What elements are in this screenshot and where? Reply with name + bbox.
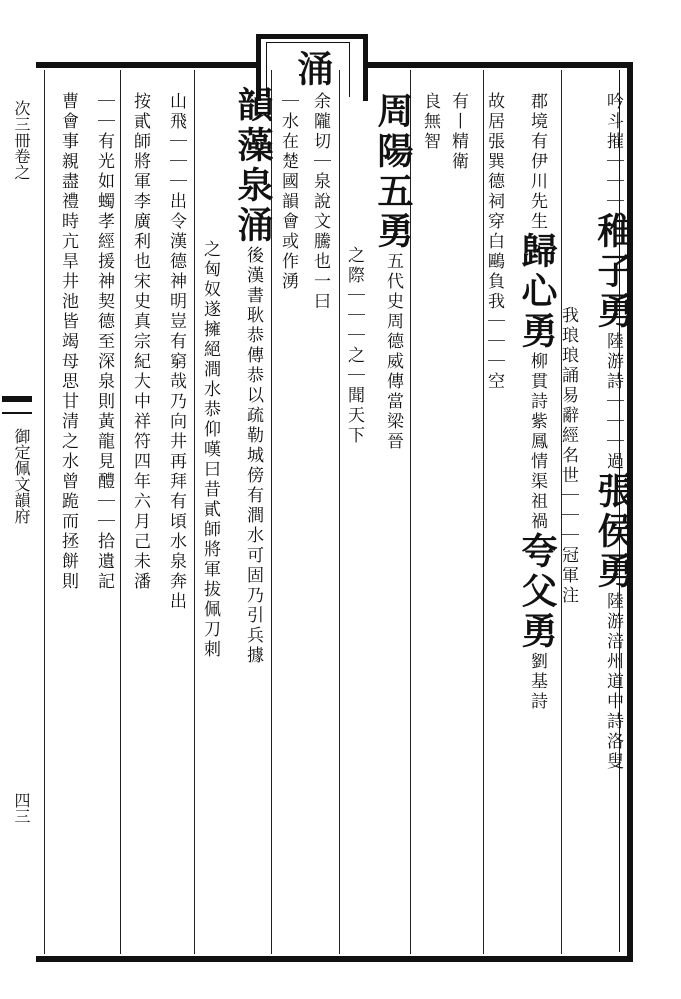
entry-text: 之際｜｜｜之｜聞天下: [344, 246, 364, 446]
text-column: [308, 92, 333, 312]
entry-text: 按貳師將軍李廣利也宋史真宗紀大中祥符四年六月己未潘: [130, 92, 150, 592]
text-column: [198, 240, 223, 660]
text-column: [446, 92, 471, 172]
column-divider: [120, 70, 121, 954]
entry-text: 余隴切｜泉說文騰也一曰: [310, 92, 330, 312]
column-divider: [194, 70, 195, 954]
page-number: 四三: [12, 792, 31, 824]
entry-text: 良無智: [420, 92, 440, 152]
text-column: [512, 92, 563, 712]
entry-text: 陸游涪州道中詩洛叟: [603, 592, 623, 772]
text-column: [482, 92, 507, 392]
book-title-label: 御定佩文韻府: [12, 428, 31, 524]
entry-text: 曹會事親盡禮時亢旱井池皆竭母思甘清之水曾跪而拯餅則: [58, 92, 78, 592]
text-column: [128, 92, 153, 592]
entry-headword: 張侯勇: [592, 472, 634, 592]
bottom-border: [36, 956, 633, 962]
left-edge-strip: [0, 70, 36, 954]
entry-text: ｜水在楚國韻會或作湧: [278, 92, 298, 292]
entry-headword: 周陽五勇: [372, 92, 414, 252]
entry-text: 後漢書耿恭傳恭以疏勒城傍有澗水可固乃引兵據: [243, 246, 263, 666]
text-column: [342, 246, 367, 446]
text-column: [56, 92, 81, 592]
left-edge-text: 次三冊卷之: [12, 100, 31, 180]
entry-text: 郡境有伊川先生: [527, 92, 547, 232]
entry-text: 五代史周德威傳當梁晉: [383, 252, 403, 452]
text-column: [164, 92, 189, 612]
entry-text: 經名世｜｜｜冠軍注: [558, 426, 578, 606]
column-divider: [44, 70, 45, 954]
rhyme-header-char: 涌: [292, 50, 334, 89]
entry-text: 柳貫詩紫鳳情渠祖禍: [527, 352, 547, 532]
entry-text: ｜｜有光如蠋孝經援神契德至深泉則黃龍見醴｜｜拾遺記: [94, 92, 114, 592]
entry-headword: 歸心勇: [516, 232, 558, 352]
fish-tail-line: [2, 412, 32, 414]
entry-text: 之匈奴遂擁絕澗水恭仰嘆曰昔貳師將軍拔佩刀刺: [200, 240, 220, 660]
text-column: [92, 92, 117, 592]
entry-text: 穿白鷗負我｜｜｜空: [484, 212, 504, 392]
text-column: [588, 92, 639, 772]
text-column: [368, 92, 419, 452]
entry-text: 劉基詩: [527, 652, 547, 712]
fish-tail-bar: [2, 396, 32, 402]
entry-text: 有丨精衛: [448, 92, 468, 172]
entry-headword: 稚子勇: [592, 212, 634, 332]
entry-text: 陸游詩｜｜｜過: [603, 332, 623, 472]
text-column: [418, 92, 443, 152]
text-column: [228, 86, 279, 666]
entry-headword: 韻藻泉涌: [232, 86, 274, 246]
text-column: [276, 92, 301, 292]
entry-text: 吟斗摧｜｜｜: [603, 92, 623, 212]
entry-text: 山飛｜｜｜出令漢德神明豈有窮哉乃向井再拜有頃水泉奔出: [166, 92, 186, 612]
column-divider: [339, 70, 340, 954]
entry-headword: 夸父勇: [516, 532, 558, 652]
entry-text: 我琅琅誦易辭: [558, 306, 578, 426]
entry-text: 故居張巽德祠: [484, 92, 504, 212]
